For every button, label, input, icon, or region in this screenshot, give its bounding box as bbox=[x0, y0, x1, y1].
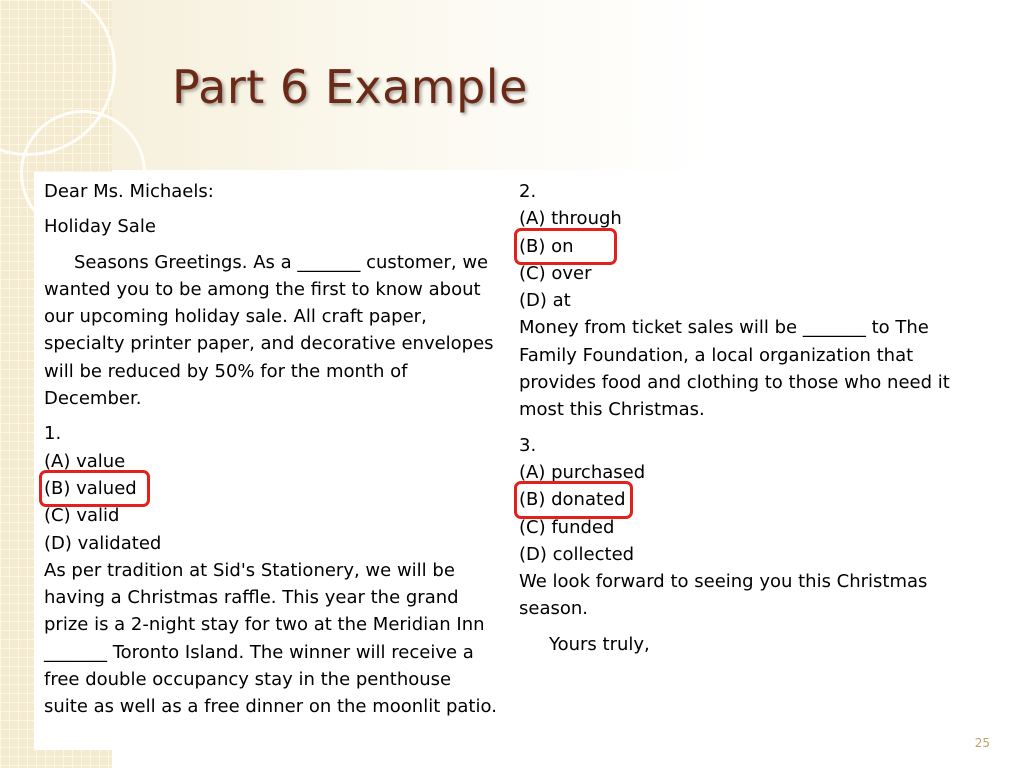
question-1-option-a: (A) value bbox=[44, 450, 126, 472]
question-2-option-c: (C) over bbox=[519, 262, 592, 284]
paragraph-4: We look forward to seeing you this Christmas season. bbox=[519, 571, 928, 620]
paragraph-3: Money from ticket sales will be _______ to The Family Foundation, a local organization that provides food and clothing to those who need it most this Christmas. bbox=[519, 317, 950, 421]
question-3-number: 3. bbox=[519, 434, 537, 456]
answer-highlight-box: (B) valued bbox=[44, 475, 145, 502]
letter-right-column bbox=[519, 178, 979, 658]
question-1-option-d: (D) validated bbox=[44, 532, 162, 554]
question-2-option-b bbox=[519, 233, 979, 260]
question-3-option-d: (D) collected bbox=[519, 543, 635, 565]
closing: Yours truly, bbox=[549, 633, 650, 655]
salutation: Dear Ms. Michaels: bbox=[44, 181, 214, 202]
question-2-number: 2. bbox=[519, 181, 537, 202]
slide-title: Part 6 Example bbox=[172, 60, 528, 114]
question-2-option-a: (A) through bbox=[519, 208, 622, 230]
paragraph-1: Seasons Greetings. As a _______ customer, we wanted you to be among the first to know about our upcoming holiday sale. All craft paper, specialty printer paper, and decorative envelopes will be reduced by 50% for the month of December. bbox=[44, 251, 494, 410]
question-3-option-b bbox=[519, 486, 979, 513]
question-3-option-a: (A) purchased bbox=[519, 461, 646, 483]
question-1-number: 1. bbox=[44, 423, 62, 445]
subject-line: Holiday Sale bbox=[44, 216, 156, 238]
question-3-option-c: (C) funded bbox=[519, 516, 615, 538]
question-2-option-d: (D) at bbox=[519, 290, 571, 312]
question-1-option-c: (C) valid bbox=[44, 505, 120, 527]
answer-highlight-box: (B) donated bbox=[519, 486, 628, 513]
letter-left-column bbox=[44, 178, 500, 721]
page-number: 25 bbox=[974, 736, 990, 750]
paragraph-2: As per tradition at Sid's Stationery, we will be having a Christmas raffle. This year the grand prize is a 2-night stay for two at the Meridian Inn _______ Toronto Island. The winner will receive a free double occupancy stay in the penthouse suite as well as a free dinner on the moonlit patio. bbox=[44, 559, 497, 718]
answer-highlight-box: (B) on bbox=[519, 233, 612, 260]
question-1-option-b bbox=[44, 475, 500, 502]
